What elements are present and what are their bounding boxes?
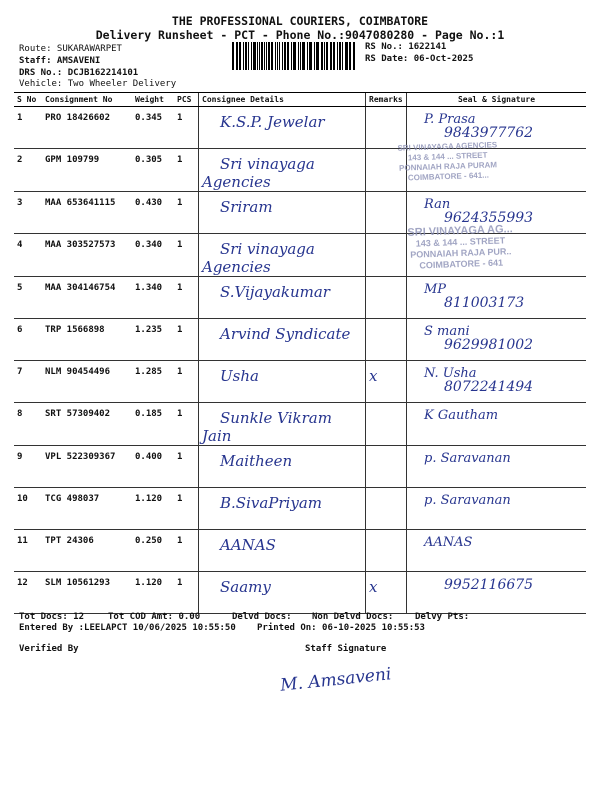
barcode-bar [237,42,238,70]
vehicle-label: Vehicle: Two Wheeler Delivery [19,79,177,89]
consignment-no-cell: TPT 24306 [42,530,132,572]
stamp-line: 143 & 144 ... STREET [407,150,488,163]
delvd-docs: Delvd Docs: [232,612,292,622]
receiver-signature: p. Saravanan [424,451,511,466]
barcode-bar [300,42,302,70]
seal-signature-cell [407,446,587,488]
stamp-line: SRI VINAYAGA AG... [407,223,513,239]
pcs-cell: 1 [174,572,199,614]
pcs-cell: 1 [174,530,199,572]
seal-signature-cell [407,277,587,319]
consignee-cell [199,107,366,149]
weight-cell: 0.400 [132,446,174,488]
page-title: THE PROFESSIONAL COURIERS, COIMBATORE [171,14,429,28]
receiver-phone: 9624355993 [444,210,534,226]
barcode-bar [264,42,265,70]
barcode-bar [345,42,346,70]
barcode [232,42,356,70]
consignment-no-cell: PRO 18426602 [42,107,132,149]
table-row [14,361,586,403]
barcode-bar [279,42,280,70]
receiver-signature: N. Usha [424,366,477,381]
consignee-name: AANAS [220,536,276,554]
barcode-bar [337,42,338,70]
weight-cell: 0.430 [132,192,174,234]
barcode-bar [261,42,263,70]
barcode-bar [316,42,317,70]
barcode-bar [293,42,294,70]
col-consignment: Consignment No [42,93,132,107]
sno-cell: 5 [14,277,42,319]
remark-mark: x [369,367,378,385]
col-weight: Weight [132,93,174,107]
weight-cell: 1.120 [132,488,174,530]
consignee-cell [199,446,366,488]
pcs-cell: 1 [174,319,199,361]
stamp-line: COIMBATORE - 641... [407,170,490,183]
receiver-signature: p. Saravanan [424,493,511,508]
pcs-cell: 1 [174,107,199,149]
barcode-bar [314,42,315,70]
table-row [14,149,586,192]
seal-signature-cell [407,572,587,614]
consignee-name: Sunkle Vikram Jain [202,409,332,445]
table-row [14,319,586,361]
consignment-no-cell: NLM 90454496 [42,361,132,403]
consignee-cell [199,319,366,361]
table-row [14,446,586,488]
sno-cell: 2 [14,149,42,192]
staff-label: Staff: AMSAVENI [19,56,101,66]
runsheet-table [14,92,586,614]
stamp-line: PONNAIAH RAJA PURAM [398,160,498,173]
barcode-bar [239,42,241,70]
barcode-bar [317,42,319,70]
weight-cell: 1.120 [132,572,174,614]
barcode-bar [333,42,335,70]
barcode-bar [271,42,273,70]
consignee-cell [199,234,366,277]
barcode-bar [354,42,355,70]
consignee-name: B.SivaPriyam [220,494,322,512]
consignee-cell [199,277,366,319]
consignee-cell [199,530,366,572]
sno-cell: 6 [14,319,42,361]
consignee-name: Saamy [220,578,271,596]
remarks-cell [366,277,407,319]
barcode-bar [253,42,255,70]
remarks-cell [366,107,407,149]
col-remarks: Remarks [366,93,407,107]
sno-cell: 3 [14,192,42,234]
consignee-name: S.Vijayakumar [220,283,330,301]
rs-date: RS Date: 06-Oct-2025 [365,54,474,64]
pcs-cell: 1 [174,149,199,192]
table-row [14,277,586,319]
table-row [14,530,586,572]
barcode-bar [294,42,296,70]
weight-cell: 1.235 [132,319,174,361]
pcs-cell: 1 [174,403,199,446]
receiver-phone: 9843977762 [444,125,534,141]
weight-cell: 0.185 [132,403,174,446]
pcs-cell: 1 [174,361,199,403]
weight-cell: 1.340 [132,277,174,319]
delvy-pts: Delvy Pts: [415,612,470,622]
barcode-bar [310,42,312,70]
barcode-bar [243,42,244,70]
consignee-cell [199,361,366,403]
pcs-cell: 1 [174,234,199,277]
tot-cod-amt: Tot COD Amt: 0.00 [108,612,201,622]
weight-cell: 0.250 [132,530,174,572]
barcode-bar [251,42,252,70]
consignee-cell [199,192,366,234]
seal-signature-cell [407,530,587,572]
barcode-bar [275,42,276,70]
barcode-bar [326,42,328,70]
seal-signature-cell [407,488,587,530]
table-header-row [14,93,586,107]
stamp-line: PONNAIAH RAJA PUR.. [410,246,512,260]
sno-cell: 8 [14,403,42,446]
weight-cell: 0.340 [132,234,174,277]
barcode-bar [277,42,279,70]
weight-cell: 0.345 [132,107,174,149]
barcode-bar [307,42,308,70]
remarks-cell [366,361,407,403]
table-row [14,107,586,149]
barcode-bar [291,42,292,70]
consignment-no-cell: MAA 304146754 [42,277,132,319]
consignee-name: Sriram [220,198,273,216]
weight-cell: 0.305 [132,149,174,192]
barcode-bar [284,42,286,70]
receiver-phone: 9629981002 [444,337,534,353]
barcode-bar [282,42,283,70]
receiver-phone: 9952116675 [444,577,534,593]
consignee-name: Sri vinayaga Agencies [202,240,315,276]
barcode-bar [353,42,354,70]
consignment-no-cell: SLM 10561293 [42,572,132,614]
consignee-name: Usha [220,367,259,385]
remarks-cell [366,530,407,572]
sno-cell: 12 [14,572,42,614]
remarks-cell [366,488,407,530]
route-label: Route: SUKARAWARPET [19,44,122,54]
remark-mark: x [369,578,378,596]
consignee-name: Arvind Syndicate [220,325,351,343]
receiver-phone: 8072241494 [444,379,534,395]
consignee-name: Sri vinayaga Agencies [202,155,315,191]
barcode-bar [236,42,237,70]
barcode-bar [342,42,343,70]
receiver-signature: MP [424,282,447,297]
barcode-bar [266,42,267,70]
consignee-cell [199,572,366,614]
barcode-bar [245,42,247,70]
table-row [14,572,586,614]
seal-stamp-2 [407,224,514,272]
sno-cell: 9 [14,446,42,488]
receiver-signature: Ran [424,197,451,212]
sno-cell: 10 [14,488,42,530]
barcode-bar [339,42,341,70]
rs-no: RS No.: 1622141 [365,42,447,52]
consignment-no-cell: TCG 498037 [42,488,132,530]
remarks-cell [366,403,407,446]
consignment-no-cell: GPM 109799 [42,149,132,192]
consignee-cell [199,403,366,446]
barcode-bar [287,42,289,70]
sno-cell: 4 [14,234,42,277]
barcode-bar [298,42,299,70]
staff-signature-label: Staff Signature [305,644,387,654]
stamp-line: SRI VINAYAGA AGENCIES [397,140,498,153]
barcode-bar [324,42,325,70]
consignee-cell [199,488,366,530]
consignment-no-cell: MAA 653641115 [42,192,132,234]
col-consignee: Consignee Details [199,93,366,107]
remarks-cell [366,319,407,361]
verified-by: Verified By [19,644,79,654]
pcs-cell: 1 [174,446,199,488]
table-row [14,488,586,530]
barcode-bar [257,42,258,70]
col-sno: S No [14,93,42,107]
barcode-bar [349,42,351,70]
stamp-line: COIMBATORE - 641 [419,257,504,271]
sno-cell: 11 [14,530,42,572]
pcs-cell: 1 [174,192,199,234]
consignee-name: Maitheen [220,452,293,470]
barcode-bar [330,42,331,70]
seal-signature-cell [407,403,587,446]
consignment-no-cell: SRT 57309402 [42,403,132,446]
seal-signature-cell [407,319,587,361]
remarks-cell [366,446,407,488]
receiver-signature: AANAS [424,535,473,550]
barcode-bar [302,42,304,70]
page-subtitle: Delivery Runsheet - PCT - Phone No.:9047080280 - Page No.:1 [95,28,505,42]
remarks-cell [366,234,407,277]
barcode-bar [346,42,348,70]
tot-docs: Tot Docs: 12 [19,612,85,622]
col-seal: Seal & Signature [407,93,587,107]
barcode-bar [259,42,260,70]
sno-cell: 7 [14,361,42,403]
barcode-bar [309,42,310,70]
entered-by: Entered By :LEELAPCT 10/06/2025 10:55:50 [19,623,236,633]
weight-cell: 1.285 [132,361,174,403]
consignment-no-cell: VPL 522309367 [42,446,132,488]
barcode-bar [331,42,332,70]
barcode-bar [232,42,234,70]
receiver-signature: S mani [424,324,470,339]
remarks-cell [366,192,407,234]
pcs-cell: 1 [174,277,199,319]
sno-cell: 1 [14,107,42,149]
seal-stamp-1 [397,140,498,183]
table-row [14,403,586,446]
pcs-cell: 1 [174,488,199,530]
receiver-signature: P. Prasa [424,112,476,127]
staff-signature: M. Amsaveni [279,664,393,696]
seal-signature-cell [407,361,587,403]
consignment-no-cell: MAA 303527573 [42,234,132,277]
barcode-bar [248,42,250,70]
drs-no: DRS No.: DCJB162214101 [19,68,139,78]
consignee-name: K.S.P. Jewelar [220,113,325,131]
consignment-no-cell: TRP 1566898 [42,319,132,361]
barcode-bar [268,42,270,70]
receiver-signature: K Gautham [424,408,499,423]
non-delvd-docs: Non Delvd Docs: [312,612,394,622]
remarks-cell [366,572,407,614]
stamp-line: 143 & 144 ... STREET [415,235,506,249]
printed-on: Printed On: 06-10-2025 10:55:53 [257,623,425,633]
col-pcs: PCS [174,93,199,107]
receiver-phone: 811003173 [444,295,525,311]
barcode-bar [321,42,323,70]
consignee-cell [199,149,366,192]
